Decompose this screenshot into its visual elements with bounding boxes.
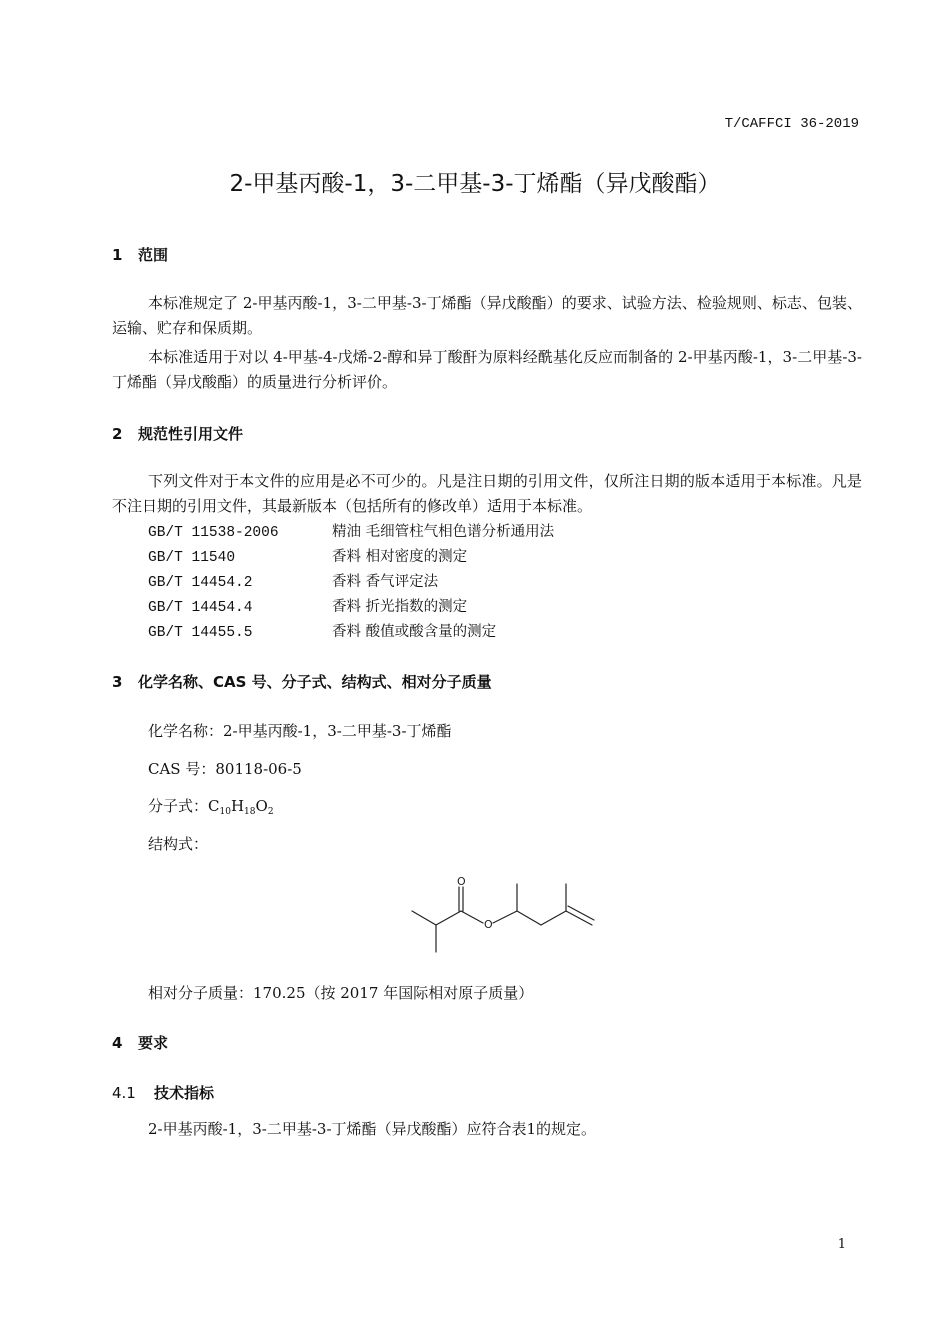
section-4-heading: [112, 1032, 168, 1053]
section-1-paragraph-1: 本标准规定了 2-甲基丙酸-1，3-二甲基-3-丁烯酯（异戊酸酯）的要求、试验方法、检验规则、标志、包装、运输、贮存和保质期。: [112, 294, 862, 337]
reference-title: 香料 相对密度的测定: [332, 549, 468, 565]
reference-code: GB/T 14454.2: [148, 575, 253, 591]
section-title: 化学名称、CAS 号、分子式、结构式、相对分子质量: [138, 673, 492, 691]
section-1-paragraph-2: 本标准适用于对以 4-甲基-4-戊烯-2-醇和异丁酸酐为原料经酰基化反应而制备的 2-甲基丙酸-1，3-二甲基-3-丁烯酯（异戊酸酯）的质量进行分析评价。: [112, 348, 862, 391]
formula-subscript-o: 2: [267, 807, 274, 817]
formula-element-h: H: [230, 797, 245, 815]
formula-subscript-c: 10: [219, 807, 231, 817]
bond: [493, 911, 517, 923]
molecular-mass: 相对分子质量：170.25（按 2017 年国际相对原子质量）: [148, 984, 534, 1002]
bond: [517, 911, 541, 925]
bond: [436, 911, 461, 925]
reference-row: [148, 520, 554, 541]
formula-label: 分子式：: [148, 797, 209, 815]
reference-code: GB/T 14454.4: [148, 600, 253, 616]
section-title: 范围: [138, 246, 169, 264]
section-number: 2: [112, 425, 123, 443]
document-title: 2-甲基丙酸-1，3-二甲基-3-丁烯酯（异戊酸酯）: [229, 171, 721, 197]
reference-code: GB/T 11538-2006: [148, 525, 279, 541]
bond: [541, 911, 566, 925]
chemical-name: 化学名称：2-甲基丙酸-1，3-二甲基-3-丁烯酯: [148, 722, 452, 740]
bond: [568, 906, 594, 920]
reference-title: 香料 折光指数的测定: [332, 599, 468, 615]
document-code: T/CAFFCI 36-2019: [724, 116, 859, 132]
structure-label: 结构式：: [148, 835, 209, 853]
reference-code: GB/T 11540: [148, 550, 236, 566]
reference-row: [148, 620, 496, 641]
section-2-heading: [112, 423, 243, 444]
reference-row: [148, 595, 467, 616]
reference-title: 香料 酸值或酸含量的测定: [332, 624, 497, 640]
section-3-heading: [112, 671, 492, 692]
bond: [461, 911, 483, 923]
atom-oxygen-carbonyl: O: [457, 875, 466, 888]
section-1-heading: [112, 244, 168, 265]
atom-oxygen-ester: O: [484, 918, 493, 931]
bond: [566, 911, 592, 925]
section-number: 4: [112, 1034, 123, 1052]
section-4-paragraph-1: 2-甲基丙酸-1，3-二甲基-3-丁烯酯（异戊酸酯）应符合表1的规定。: [148, 1120, 597, 1138]
reference-title: 精油 毛细管柱气相色谱分析通用法: [332, 524, 555, 540]
formula-element-o: O: [255, 797, 268, 815]
formula-subscript-h: 18: [244, 807, 256, 817]
page-number: 1: [837, 1237, 846, 1252]
section-number: 1: [112, 246, 123, 264]
molecular-formula: [148, 795, 274, 817]
section-title: 要求: [138, 1034, 169, 1052]
structural-formula: [400, 870, 610, 960]
section-number: 3: [112, 673, 123, 691]
bond: [412, 911, 436, 925]
subsection-number: 4.1: [112, 1084, 136, 1102]
subsection-title: 技术指标: [154, 1084, 215, 1102]
reference-row: [148, 570, 438, 591]
reference-code: GB/T 14455.5: [148, 625, 253, 641]
reference-title: 香料 香气评定法: [332, 574, 439, 590]
section-2-paragraph-1: 下列文件对于本文件的应用是必不可少的。凡是注日期的引用文件，仅所注日期的版本适用于本标准。凡是不注日期的引用文件，其最新版本（包括所有的修改单）适用于本标准。: [112, 472, 862, 515]
subsection-4-1-heading: [112, 1082, 214, 1103]
reference-row: [148, 545, 467, 566]
formula-element-c: C: [208, 797, 220, 815]
cas-number: CAS 号：80118-06-5: [148, 760, 302, 778]
section-title: 规范性引用文件: [138, 425, 244, 443]
